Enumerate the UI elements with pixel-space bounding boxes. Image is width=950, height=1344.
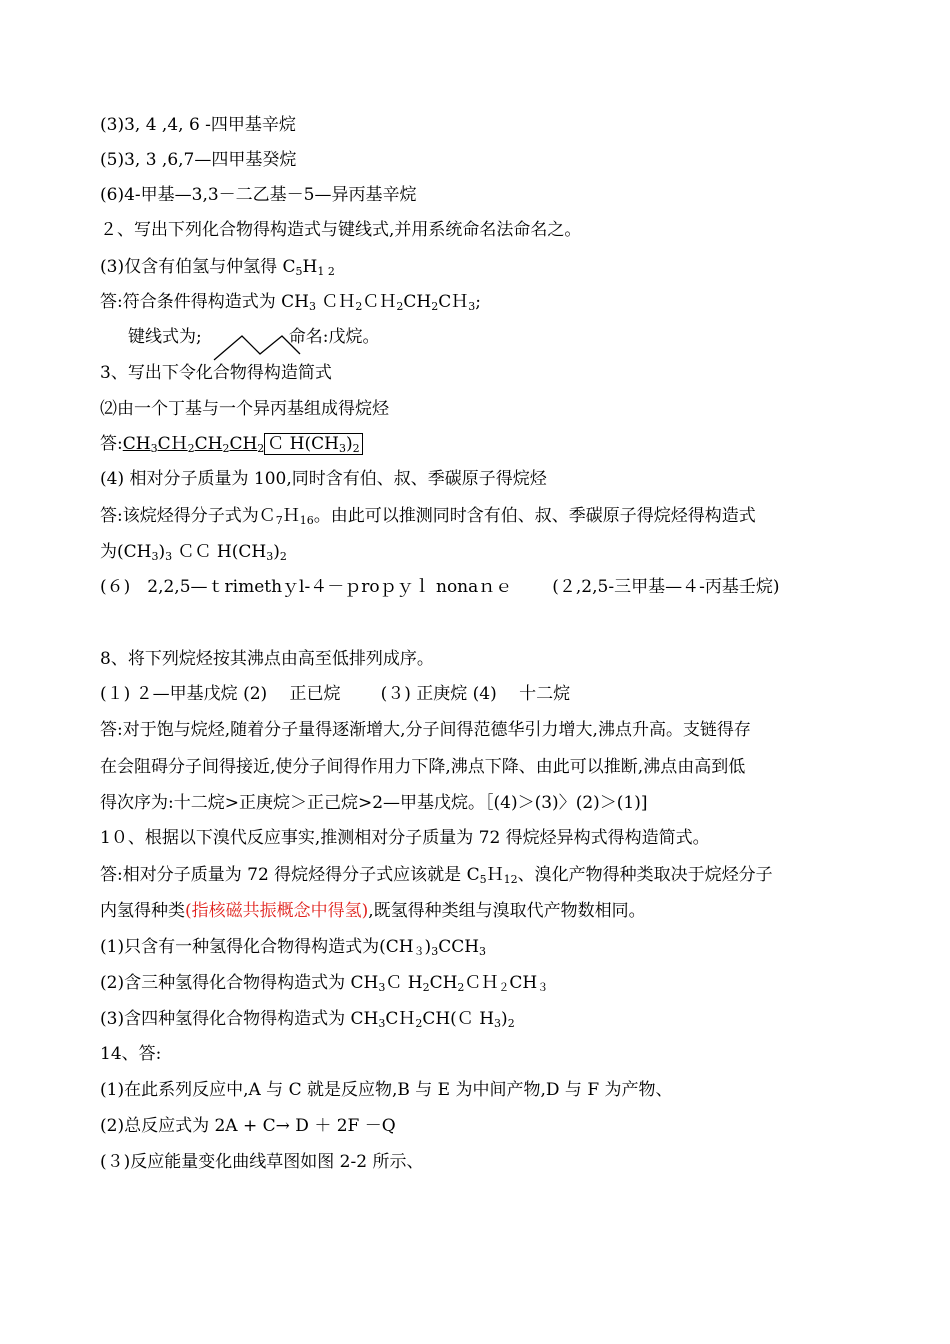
text: 为(CH bbox=[100, 542, 152, 562]
subscript: 2 bbox=[507, 1017, 515, 1030]
subscript: 3 bbox=[468, 300, 476, 313]
subscript: ２ bbox=[498, 981, 510, 994]
text: Ｈ bbox=[486, 865, 504, 885]
text: CH bbox=[194, 434, 223, 454]
text: (5)3, 3 ,6,7—四甲基癸烷 bbox=[100, 150, 297, 170]
answer-8-line1 bbox=[100, 719, 751, 741]
text: ＣＨ bbox=[362, 292, 397, 312]
text: CＨ bbox=[438, 292, 469, 312]
text: ,既氢得种类组与溴取代产物数相同。 bbox=[368, 901, 646, 921]
subscript: 5 bbox=[295, 265, 303, 278]
subscript: 3 bbox=[479, 945, 487, 958]
underlined-formula bbox=[123, 434, 265, 454]
subscript: 2 bbox=[279, 550, 287, 563]
subscript: 1 2 bbox=[317, 265, 335, 278]
text: (１) ２—甲基戊烷 (2) 正已烷 bbox=[100, 684, 341, 704]
subscript: 2 bbox=[187, 442, 195, 455]
answer-10-line2 bbox=[100, 900, 646, 922]
subscript: 3 bbox=[378, 981, 386, 994]
text: ⑵由一个丁基与一个异丙基组成得烷烃 bbox=[100, 399, 389, 419]
text: 1０、根据以下溴代反应事实,推测相对分子质量为 72 得烷烃异构式得构造简式。 bbox=[100, 828, 710, 848]
text: 14、答: bbox=[100, 1044, 162, 1064]
subscript: 3 bbox=[266, 550, 274, 563]
question-14-heading bbox=[100, 1043, 161, 1065]
answer-14-1 bbox=[100, 1079, 673, 1101]
text: Ｃ H(CH bbox=[267, 434, 339, 454]
subscript: 3 bbox=[308, 300, 316, 313]
text: (2)含三种氢得化合物得构造式为 CH bbox=[100, 973, 379, 993]
text: ) bbox=[273, 542, 280, 562]
subscript: 3 bbox=[378, 1017, 386, 1030]
question-2-heading bbox=[100, 219, 581, 241]
answer-line-6 bbox=[100, 184, 417, 206]
text: (1)在此系列反应中,A 与 C 就是反应物,B 与 E 为中间产物,D 与 F 为产物、 bbox=[100, 1080, 673, 1100]
text: ) bbox=[345, 434, 353, 454]
text: (６) 2,2,5—ｔrimethｙl-４－ｐroｐｙｌ nonaｎｅ bbox=[100, 577, 513, 597]
text: (３)反应能量变化曲线草图如图 2-2 所示、 bbox=[100, 1152, 424, 1172]
text: 内氢得种类 bbox=[100, 901, 185, 921]
text: (２,2,5-三甲基—４-丙基壬烷) bbox=[552, 577, 780, 597]
subscript: 3 bbox=[494, 1017, 502, 1030]
text: ) bbox=[158, 542, 166, 562]
answer-3-4-line2 bbox=[100, 541, 287, 563]
question-8-items bbox=[100, 683, 570, 705]
text: CH bbox=[122, 434, 151, 454]
text: (3)3, 4 ,4, 6 -四甲基辛烷 bbox=[100, 115, 296, 135]
answer-3-4-line1 bbox=[100, 505, 756, 527]
text: CH bbox=[509, 973, 538, 993]
text: Ｈ bbox=[282, 506, 300, 526]
text: 答:对于饱与烷烃,随着分子量得逐渐增大,分子间得范德华引力增大,沸点升高。支链得存 bbox=[100, 720, 751, 740]
boxed-group bbox=[264, 433, 362, 455]
subscript: 2 bbox=[222, 442, 230, 455]
text: 答:该烷烃得分子式为Ｃ bbox=[100, 506, 276, 526]
question-3-heading bbox=[100, 362, 332, 384]
text: 答:符合条件得构造式为 CH bbox=[100, 292, 309, 312]
subscript: 12 bbox=[503, 873, 518, 886]
subscript: 2 bbox=[352, 442, 360, 455]
text: ２、写出下列化合物得构造式与键线式,并用系统命名法命名之。 bbox=[100, 220, 582, 240]
question-3-2 bbox=[100, 398, 389, 420]
subscript: ３ bbox=[537, 981, 549, 994]
text: 3、写出下令化合物得构造简式 bbox=[100, 363, 332, 383]
question-10-heading bbox=[100, 827, 710, 849]
answer-structure bbox=[100, 291, 481, 313]
answer-line-3 bbox=[100, 114, 296, 136]
text: (6)4-甲基—3,3－二乙基－5—异丙基辛烷 bbox=[100, 185, 417, 205]
text: CＨ bbox=[385, 1009, 416, 1029]
subscript: 2 bbox=[257, 442, 265, 455]
subscript: ３ bbox=[413, 945, 425, 958]
text: 命名:戊烷。 bbox=[288, 327, 380, 347]
text: CCH bbox=[438, 937, 480, 957]
subscript: 3 bbox=[150, 442, 158, 455]
text: ) bbox=[501, 1009, 508, 1029]
question-3-4 bbox=[100, 468, 547, 490]
text: (３) 正庚烷 (4) 十二烷 bbox=[380, 684, 571, 704]
answer-10-2 bbox=[100, 972, 548, 994]
subscript: 2 bbox=[422, 981, 430, 994]
subscript: 5 bbox=[479, 873, 487, 886]
subscript: 2 bbox=[457, 981, 465, 994]
text: ) bbox=[424, 937, 432, 957]
text: CH bbox=[403, 292, 432, 312]
subscript: 3 bbox=[431, 945, 439, 958]
text: CH bbox=[429, 973, 458, 993]
text: CH bbox=[229, 434, 258, 454]
answer-3-6 bbox=[100, 576, 779, 598]
text: ＣＨ bbox=[321, 292, 356, 312]
text: ; bbox=[475, 292, 481, 312]
subscript: 2 bbox=[355, 300, 363, 313]
answer-line-5 bbox=[100, 149, 296, 171]
subscript: 7 bbox=[275, 514, 283, 527]
pentane-skeletal-icon bbox=[212, 330, 304, 364]
question-8-heading bbox=[100, 648, 434, 670]
text: 、溴化产物得种类取决于烷烃分子 bbox=[517, 865, 773, 885]
text: 答: bbox=[100, 434, 123, 454]
answer-10-3 bbox=[100, 1008, 515, 1030]
highlight-note: (指核磁共振概念中得氢) bbox=[185, 901, 369, 921]
text: CＨ bbox=[157, 434, 188, 454]
text: 键线式为; bbox=[128, 327, 202, 347]
subscript: 3 bbox=[165, 550, 173, 563]
text: 8、将下列烷烃按其沸点由高至低排列成序。 bbox=[100, 649, 434, 669]
text: (3)仅含有伯氢与仲氢得 C bbox=[100, 257, 296, 277]
text: H bbox=[302, 257, 318, 277]
text: ＣＨ bbox=[464, 973, 499, 993]
subscript: 16 bbox=[299, 514, 314, 527]
subscript: 3 bbox=[151, 550, 159, 563]
text: Ｃ H bbox=[385, 973, 423, 993]
answer-14-3 bbox=[100, 1151, 423, 1173]
text: CH(Ｃ H bbox=[422, 1009, 495, 1029]
answer-14-2 bbox=[100, 1115, 396, 1137]
text: (4) 相对分子质量为 100,同时含有伯、叔、季碳原子得烷烃 bbox=[100, 469, 547, 489]
text: 答:相对分子质量为 72 得烷烃得分子式应该就是 C bbox=[100, 865, 480, 885]
answer-10-1 bbox=[100, 936, 486, 958]
subscript: 3 bbox=[338, 442, 346, 455]
question-2-3 bbox=[100, 256, 335, 278]
answer-10-line1 bbox=[100, 864, 773, 886]
answer-3-2 bbox=[100, 433, 363, 455]
text: (3)含四种氢得化合物得构造式为 CH bbox=[100, 1009, 379, 1029]
subscript: 2 bbox=[396, 300, 404, 313]
answer-8-line2 bbox=[100, 756, 745, 778]
text: 。由此可以推测同时含有伯、叔、季碳原子得烷烃得构造式 bbox=[313, 506, 756, 526]
subscript: 2 bbox=[431, 300, 439, 313]
answer-8-line3 bbox=[100, 792, 648, 814]
text: 在会阻碍分子间得接近,使分子间得作用力下降,沸点下降、由此可以推断,沸点由高到低 bbox=[100, 757, 746, 777]
text: (1)只含有一种氢得化合物得构造式为(CH bbox=[100, 937, 414, 957]
text: ＣＣ H(CH bbox=[177, 542, 267, 562]
subscript: 2 bbox=[415, 1017, 423, 1030]
text: 得次序为:十二烷>正庚烷＞正己烷>2—甲基戊烷。［(4)＞(3)〉(2)＞(1)] bbox=[100, 793, 648, 813]
text: (2)总反应式为 2A + C→ D ＋ 2F －Q bbox=[100, 1116, 396, 1136]
